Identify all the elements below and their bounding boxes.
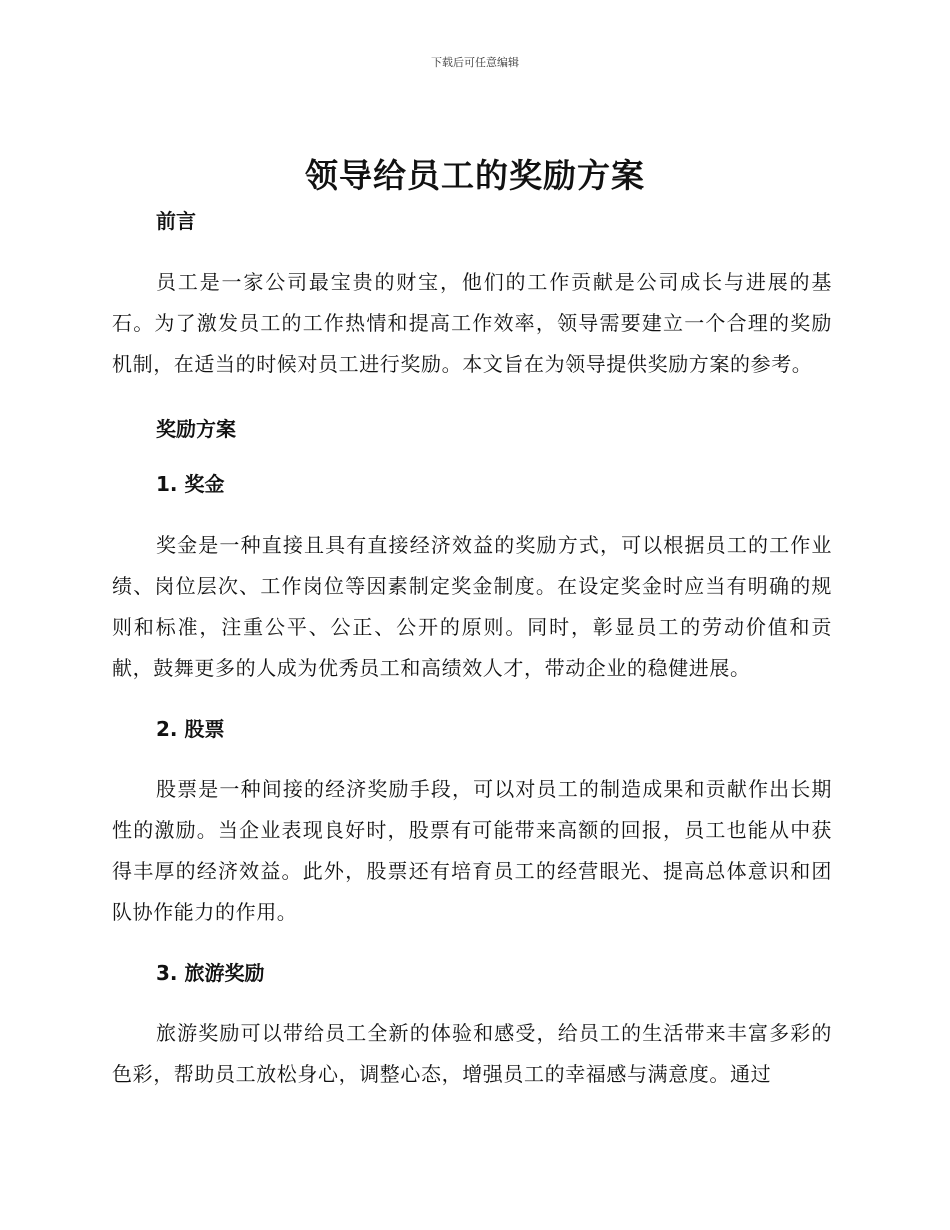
bonus-heading: 1. 奖金 — [156, 472, 225, 496]
stock-paragraph: 股票是一种间接的经济奖励手段，可以对员工的制造成果和贡献作出长期性的激励。当企业表现良好时，股票有可能带来高额的回报，员工也能从中获得丰厚的经济效益。此外，股票还有培育员工的经营眼光、提高总体意识和团队协作能力的作用。 — [112, 777, 832, 924]
document-body — [112, 198, 832, 1095]
document-title: 领导给员工的奖励方案 — [305, 156, 645, 195]
preface-paragraph: 员工是一家公司最宝贵的财宝，他们的工作贡献是公司成长与进展的基石。为了激发员工的工作热情和提高工作效率，领导需要建立一个合理的奖励机制，在适当的时候对员工进行奖励。本文旨在为领导提供奖励方案的参考。 — [112, 270, 832, 376]
plan-heading: 奖励方案 — [156, 417, 236, 441]
travel-paragraph: 旅游奖励可以带给员工全新的体验和感受，给员工的生活带来丰富多彩的色彩，帮助员工放松身心，调整心态，增强员工的幸福感与满意度。通过 — [112, 1021, 832, 1086]
bonus-paragraph: 奖金是一种直接且具有直接经济效益的奖励方式，可以根据员工的工作业绩、岗位层次、工作岗位等因素制定奖金制度。在设定奖金时应当有明确的规则和标准，注重公平、公正、公开的原则。同时，彰显员工的劳动价值和贡献，鼓舞更多的人成为优秀员工和高绩效人才，带动企业的稳健进展。 — [112, 533, 832, 680]
preface-heading: 前言 — [156, 209, 196, 233]
header-note: 下载后可任意编辑 — [431, 56, 519, 69]
stock-heading: 2. 股票 — [156, 717, 225, 741]
travel-heading: 3. 旅游奖励 — [156, 961, 265, 985]
